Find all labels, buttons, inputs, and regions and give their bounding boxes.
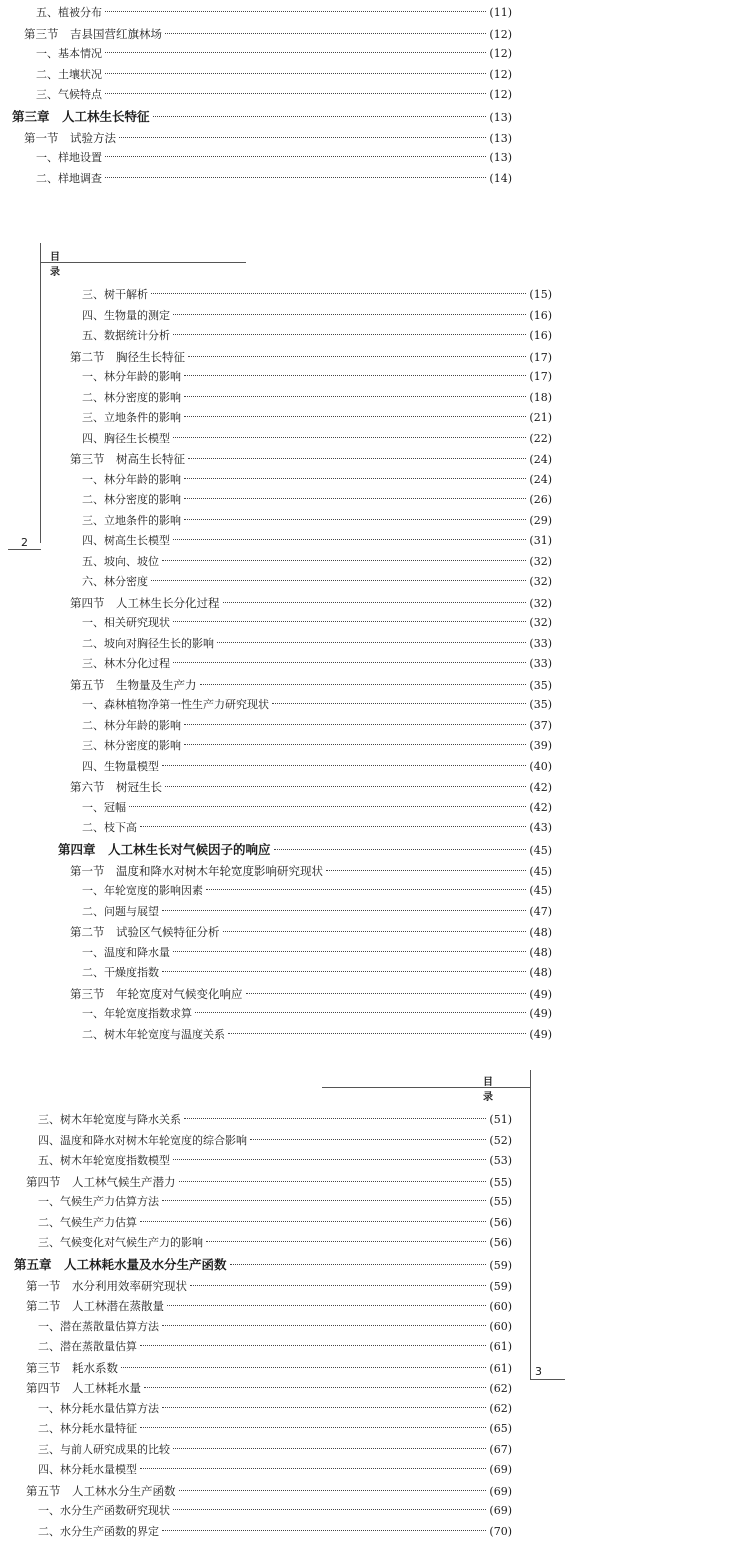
dot-leader [173,661,526,663]
toc-entry-title: 二、问题与展望 [82,904,159,918]
toc-entry-title: 第五节 人工林水分生产函数 [26,1483,176,1498]
toc-entry-page: (35) [529,698,552,711]
toc-entry-title: 一、林分年龄的影响 [82,370,181,383]
toc-entry [58,490,552,511]
dot-leader [105,72,486,74]
dot-leader [173,436,526,438]
toc-entry-page: (12) [489,47,512,60]
toc-entry-page: (39) [529,739,552,752]
toc-entry-page: (21) [529,411,552,424]
toc-entry [14,1337,512,1358]
toc-entry-title: 三、立地条件的影响 [82,411,181,424]
toc-entry [58,613,552,634]
toc-entry [12,3,512,24]
toc-entry-title: 四、温度和降水对树木年轮宽度的综合影响 [38,1133,247,1147]
toc-entry [14,1213,512,1234]
toc-entry-page: (56) [489,1236,512,1249]
toc-entry-title: 一、林分耗水量估算方法 [38,1401,159,1415]
toc-entry-page: (48) [529,966,552,979]
toc-entry-title: 五、坡向、坡位 [82,554,159,568]
toc-entry-page: (32) [529,616,552,629]
toc-entry-title: 二、坡向对胸径生长的影响 [82,636,214,650]
header-rule [322,1087,530,1088]
dot-leader [190,1284,486,1286]
toc-entry [12,128,512,149]
toc-entry-page: (24) [529,472,552,486]
toc-entry [58,839,552,861]
dot-leader [162,1324,486,1326]
toc-entry [58,326,552,347]
toc-entry [14,1358,512,1379]
toc-entry-title: 一、基本情况 [36,47,102,60]
toc-entry-page: (59) [489,1258,512,1272]
toc-entry [12,148,512,169]
dot-leader [230,1263,487,1265]
toc-entry [14,1276,512,1297]
toc-entry-page: (17) [529,370,552,383]
dot-leader [246,992,527,994]
toc-entry-title: 二、枝下高 [82,821,137,834]
toc-entry [58,861,552,882]
dot-leader [206,1240,486,1242]
toc-entry-page: (11) [489,6,512,19]
toc-entry [58,1004,552,1025]
toc-entry-page: (33) [529,636,552,650]
dot-leader [105,176,486,178]
toc-entry-page: (52) [489,1133,512,1147]
toc-entry [14,1296,512,1317]
toc-entry-page: (24) [529,453,552,466]
toc-entry [58,306,552,327]
dot-leader [173,313,526,315]
toc-entry-title: 二、水分生产函数的界定 [38,1524,159,1538]
toc-entry [12,44,512,65]
toc-entry-title: 二、林分耗水量特征 [38,1422,137,1435]
margin-rule [40,243,41,543]
toc-entry-title: 二、林分密度的影响 [82,493,181,506]
footer-rule [530,1379,565,1380]
toc-entry-page: (31) [529,534,552,547]
toc-entry-page: (51) [489,1113,512,1126]
toc-entry [14,1151,512,1172]
header-rule [40,262,246,263]
dot-leader [153,115,487,117]
toc-entry-title: 第六节 树冠生长 [70,780,162,794]
dot-leader [173,620,526,622]
dot-leader [173,538,526,540]
toc-entry-page: (67) [489,1442,512,1456]
toc-entry-page: (69) [489,1463,512,1476]
toc-entry-title: 二、潜在蒸散量估算 [38,1340,137,1353]
toc-entry-page: (53) [489,1154,512,1167]
dot-leader [140,1344,486,1346]
dot-leader [184,518,526,520]
dot-leader [188,457,526,459]
toc-entry-page: (35) [529,678,552,692]
dot-leader [184,497,526,499]
toc-entry [58,777,552,798]
toc-entry-page: (69) [489,1484,512,1498]
toc-entry-title: 三、气候特点 [36,88,102,101]
toc-entry-page: (62) [489,1401,512,1415]
page-header-title: 目 录 [483,1077,499,1103]
toc-entry-page: (32) [529,596,552,610]
toc-entry-title: 一、冠幅 [82,800,126,814]
dot-leader [184,374,526,376]
dot-leader [151,579,526,581]
toc-entry-title: 四、树高生长模型 [82,534,170,547]
dot-leader [184,477,526,479]
dot-leader [173,1158,486,1160]
dot-leader [184,415,526,417]
toc-entry-title: 三、树木年轮宽度与降水关系 [38,1113,181,1126]
page-number: 3 [535,1365,542,1378]
toc-entry-page: (56) [489,1215,512,1229]
toc-entry-page: (61) [489,1340,512,1353]
toc-entry-title: 第三章 人工林生长特征 [12,108,150,124]
toc-entry [58,881,552,902]
toc-list-page-3 [14,1110,512,1542]
toc-entry [58,943,552,964]
toc-entry [58,531,552,552]
toc-entry-page: (26) [529,493,552,506]
toc-entry [12,24,512,45]
dot-leader [129,805,526,807]
dot-leader [140,825,526,827]
toc-entry-page: (60) [489,1319,512,1333]
toc-entry [58,963,552,984]
toc-entry-title: 三、林木分化过程 [82,657,170,670]
dot-leader [162,909,526,911]
toc-entry [14,1378,512,1399]
margin-rule [530,1070,531,1380]
toc-list-page-2 [58,285,552,1045]
toc-entry-page: (15) [529,288,552,301]
dot-leader [184,723,526,725]
toc-entry [58,818,552,839]
toc-entry-page: (69) [489,1504,512,1517]
toc-entry [58,1025,552,1046]
dot-leader [179,1180,487,1182]
dot-leader [179,1489,487,1491]
toc-entry-page: (65) [489,1422,512,1435]
toc-entry [12,65,512,86]
toc-entry [58,367,552,388]
toc-entry-title: 第四节 人工林生长分化过程 [70,595,220,610]
toc-entry-page: (48) [529,926,552,939]
toc-entry-title: 二、树木年轮宽度与温度关系 [82,1027,225,1041]
toc-entry-title: 二、土壤状况 [36,67,102,81]
toc-entry-title: 第二节 试验区气候特征分析 [70,925,220,939]
dot-leader [105,51,486,53]
toc-entry [58,449,552,470]
toc-list-page-1 [12,3,512,189]
toc-entry [58,902,552,923]
toc-entry-title: 一、潜在蒸散量估算方法 [38,1319,159,1333]
toc-entry [58,511,552,532]
dot-leader [140,1426,486,1428]
toc-entry [14,1172,512,1193]
toc-entry [12,106,512,128]
toc-entry-title: 二、气候生产力估算 [38,1215,137,1229]
toc-entry-title: 第三节 吉县国营红旗林场 [24,26,162,41]
toc-entry-title: 三、立地条件的影响 [82,513,181,527]
toc-entry [58,347,552,368]
toc-entry [14,1399,512,1420]
toc-entry-page: (32) [529,575,552,588]
footer-rule [8,549,41,550]
toc-entry-page: (40) [529,759,552,773]
toc-entry-title: 四、生物量的测定 [82,308,170,322]
toc-entry-page: (16) [529,329,552,342]
toc-entry-title: 第五节 生物量及生产力 [70,677,197,692]
dot-leader [162,764,526,766]
toc-entry-title: 四、胸径生长模型 [82,431,170,445]
dot-leader [165,32,486,34]
toc-entry [58,757,552,778]
toc-entry-title: 四、林分耗水量模型 [38,1463,137,1476]
toc-entry-title: 二、林分年龄的影响 [82,718,181,732]
dot-leader [140,1467,486,1469]
toc-entry-title: 三、与前人研究成果的比较 [38,1442,170,1456]
toc-entry-title: 二、林分密度的影响 [82,390,181,404]
toc-entry-title: 三、树干解析 [82,288,148,301]
toc-entry-title: 第四章 人工林生长对气候因子的响应 [58,841,271,857]
toc-entry-title: 五、植被分布 [36,6,102,19]
toc-entry-page: (70) [489,1524,512,1538]
toc-entry [14,1460,512,1481]
toc-entry [14,1131,512,1152]
toc-entry-title: 第二节 人工林潜在蒸散量 [26,1299,164,1313]
dot-leader [173,1508,486,1510]
toc-entry [14,1419,512,1440]
toc-entry [14,1440,512,1461]
toc-entry-title: 六、林分密度 [82,575,148,588]
toc-entry-page: (29) [529,513,552,527]
dot-leader [165,785,526,787]
toc-entry-page: (22) [529,431,552,445]
toc-entry-page: (14) [489,171,512,185]
toc-entry-page: (49) [529,1027,552,1041]
dot-leader [162,970,526,972]
dot-leader [195,1011,526,1013]
toc-entry-page: (60) [489,1300,512,1313]
toc-entry [14,1233,512,1254]
toc-entry-title: 四、生物量模型 [82,759,159,773]
toc-entry [58,408,552,429]
dot-leader [173,950,526,952]
page-header-title: 目 录 [50,252,66,278]
toc-entry [14,1192,512,1213]
toc-entry-title: 一、森林植物净第一性生产力研究现状 [82,698,269,711]
dot-leader [200,683,527,685]
toc-entry-page: (42) [529,781,552,794]
toc-entry [58,922,552,943]
dot-leader [167,1304,486,1306]
dot-leader [250,1138,486,1140]
toc-entry-title: 一、水分生产函数研究现状 [38,1504,170,1517]
toc-entry-page: (33) [529,657,552,670]
toc-entry-title: 第一节 试验方法 [24,130,116,145]
dot-leader [326,869,526,871]
toc-entry-title: 一、相关研究现状 [82,616,170,629]
toc-entry-page: (32) [529,554,552,568]
toc-entry-page: (45) [529,884,552,897]
toc-entry-title: 第四节 人工林耗水量 [26,1381,141,1395]
toc-entry-title: 第一节 水分利用效率研究现状 [26,1278,187,1293]
toc-entry-page: (37) [529,718,552,732]
dot-leader [274,848,527,850]
dot-leader [162,1199,486,1201]
toc-entry-title: 二、样地调查 [36,171,102,185]
toc-entry-page: (42) [529,800,552,814]
toc-entry-page: (12) [489,27,512,41]
toc-entry-title: 第三节 耗水系数 [26,1360,118,1375]
dot-leader [151,292,526,294]
toc-entry [58,285,552,306]
toc-entry-page: (13) [489,151,512,164]
toc-entry [12,169,512,190]
dot-leader [206,888,526,890]
toc-entry [58,798,552,819]
toc-entry-page: (17) [529,350,552,364]
toc-entry-title: 第三节 年轮宽度对气候变化响应 [70,986,243,1001]
toc-entry-title: 二、干燥度指数 [82,966,159,979]
toc-entry [58,388,552,409]
dot-leader [217,641,526,643]
toc-entry-title: 第一节 温度和降水对树木年轮宽度影响研究现状 [70,863,323,878]
toc-entry [14,1317,512,1338]
dot-leader [144,1386,486,1388]
toc-entry [58,634,552,655]
toc-entry-page: (61) [489,1361,512,1375]
toc-entry-title: 一、林分年龄的影响 [82,472,181,486]
toc-entry-page: (55) [489,1195,512,1208]
dot-leader [223,930,527,932]
toc-entry [14,1481,512,1502]
dot-leader [173,333,526,335]
toc-entry-title: 一、样地设置 [36,151,102,164]
toc-entry-title: 第二节 胸径生长特征 [70,349,185,364]
toc-entry-page: (59) [489,1279,512,1293]
toc-entry [58,654,552,675]
toc-entry-page: (47) [529,904,552,918]
toc-entry-title: 一、温度和降水量 [82,945,170,959]
toc-entry [58,429,552,450]
toc-entry [58,984,552,1005]
dot-leader [162,1529,486,1531]
toc-entry-title: 一、年轮宽度指数求算 [82,1007,192,1020]
toc-entry-page: (43) [529,821,552,834]
toc-entry-page: (13) [489,110,512,124]
dot-leader [184,395,526,397]
dot-leader [184,1117,486,1119]
toc-entry [58,675,552,696]
toc-entry-page: (55) [489,1175,512,1189]
toc-entry [58,552,552,573]
toc-entry-page: (16) [529,308,552,322]
toc-entry-title: 五、树木年轮宽度指数模型 [38,1154,170,1167]
toc-entry [14,1522,512,1543]
dot-leader [228,1032,526,1034]
toc-entry-page: (45) [529,843,552,857]
toc-entry [58,593,552,614]
toc-entry [58,736,552,757]
toc-entry-page: (49) [529,987,552,1001]
toc-entry [14,1501,512,1522]
toc-entry-title: 五、数据统计分析 [82,329,170,342]
toc-entry [58,716,552,737]
toc-entry [58,695,552,716]
toc-entry-page: (49) [529,1007,552,1020]
toc-entry-title: 三、气候变化对气候生产力的影响 [38,1236,203,1249]
toc-entry-page: (18) [529,390,552,404]
dot-leader [184,743,526,745]
toc-entry [58,572,552,593]
page-number: 2 [21,536,28,549]
toc-entry-title: 第五章 人工林耗水量及水分生产函数 [14,1256,227,1272]
dot-leader [105,92,486,94]
dot-leader [162,1406,486,1408]
toc-entry-title: 第四节 人工林气候生产潜力 [26,1174,176,1189]
toc-entry [14,1110,512,1131]
toc-entry-title: 一、气候生产力估算方法 [38,1195,159,1208]
dot-leader [173,1447,486,1449]
dot-leader [223,601,527,603]
toc-entry-page: (48) [529,945,552,959]
dot-leader [119,136,486,138]
toc-entry [14,1254,512,1276]
toc-entry-title: 一、年轮宽度的影响因素 [82,884,203,897]
toc-entry-page: (13) [489,131,512,145]
toc-entry-page: (45) [529,864,552,878]
dot-leader [162,559,526,561]
dot-leader [105,155,486,157]
dot-leader [272,702,526,704]
toc-entry-page: (12) [489,67,512,81]
toc-entry-title: 第三节 树高生长特征 [70,452,185,466]
toc-entry [58,470,552,491]
toc-entry-title: 三、林分密度的影响 [82,739,181,752]
dot-leader [105,10,486,12]
dot-leader [121,1366,486,1368]
dot-leader [140,1220,486,1222]
toc-entry-page: (62) [489,1382,512,1395]
dot-leader [188,355,526,357]
toc-entry-page: (12) [489,88,512,101]
toc-entry [12,85,512,106]
